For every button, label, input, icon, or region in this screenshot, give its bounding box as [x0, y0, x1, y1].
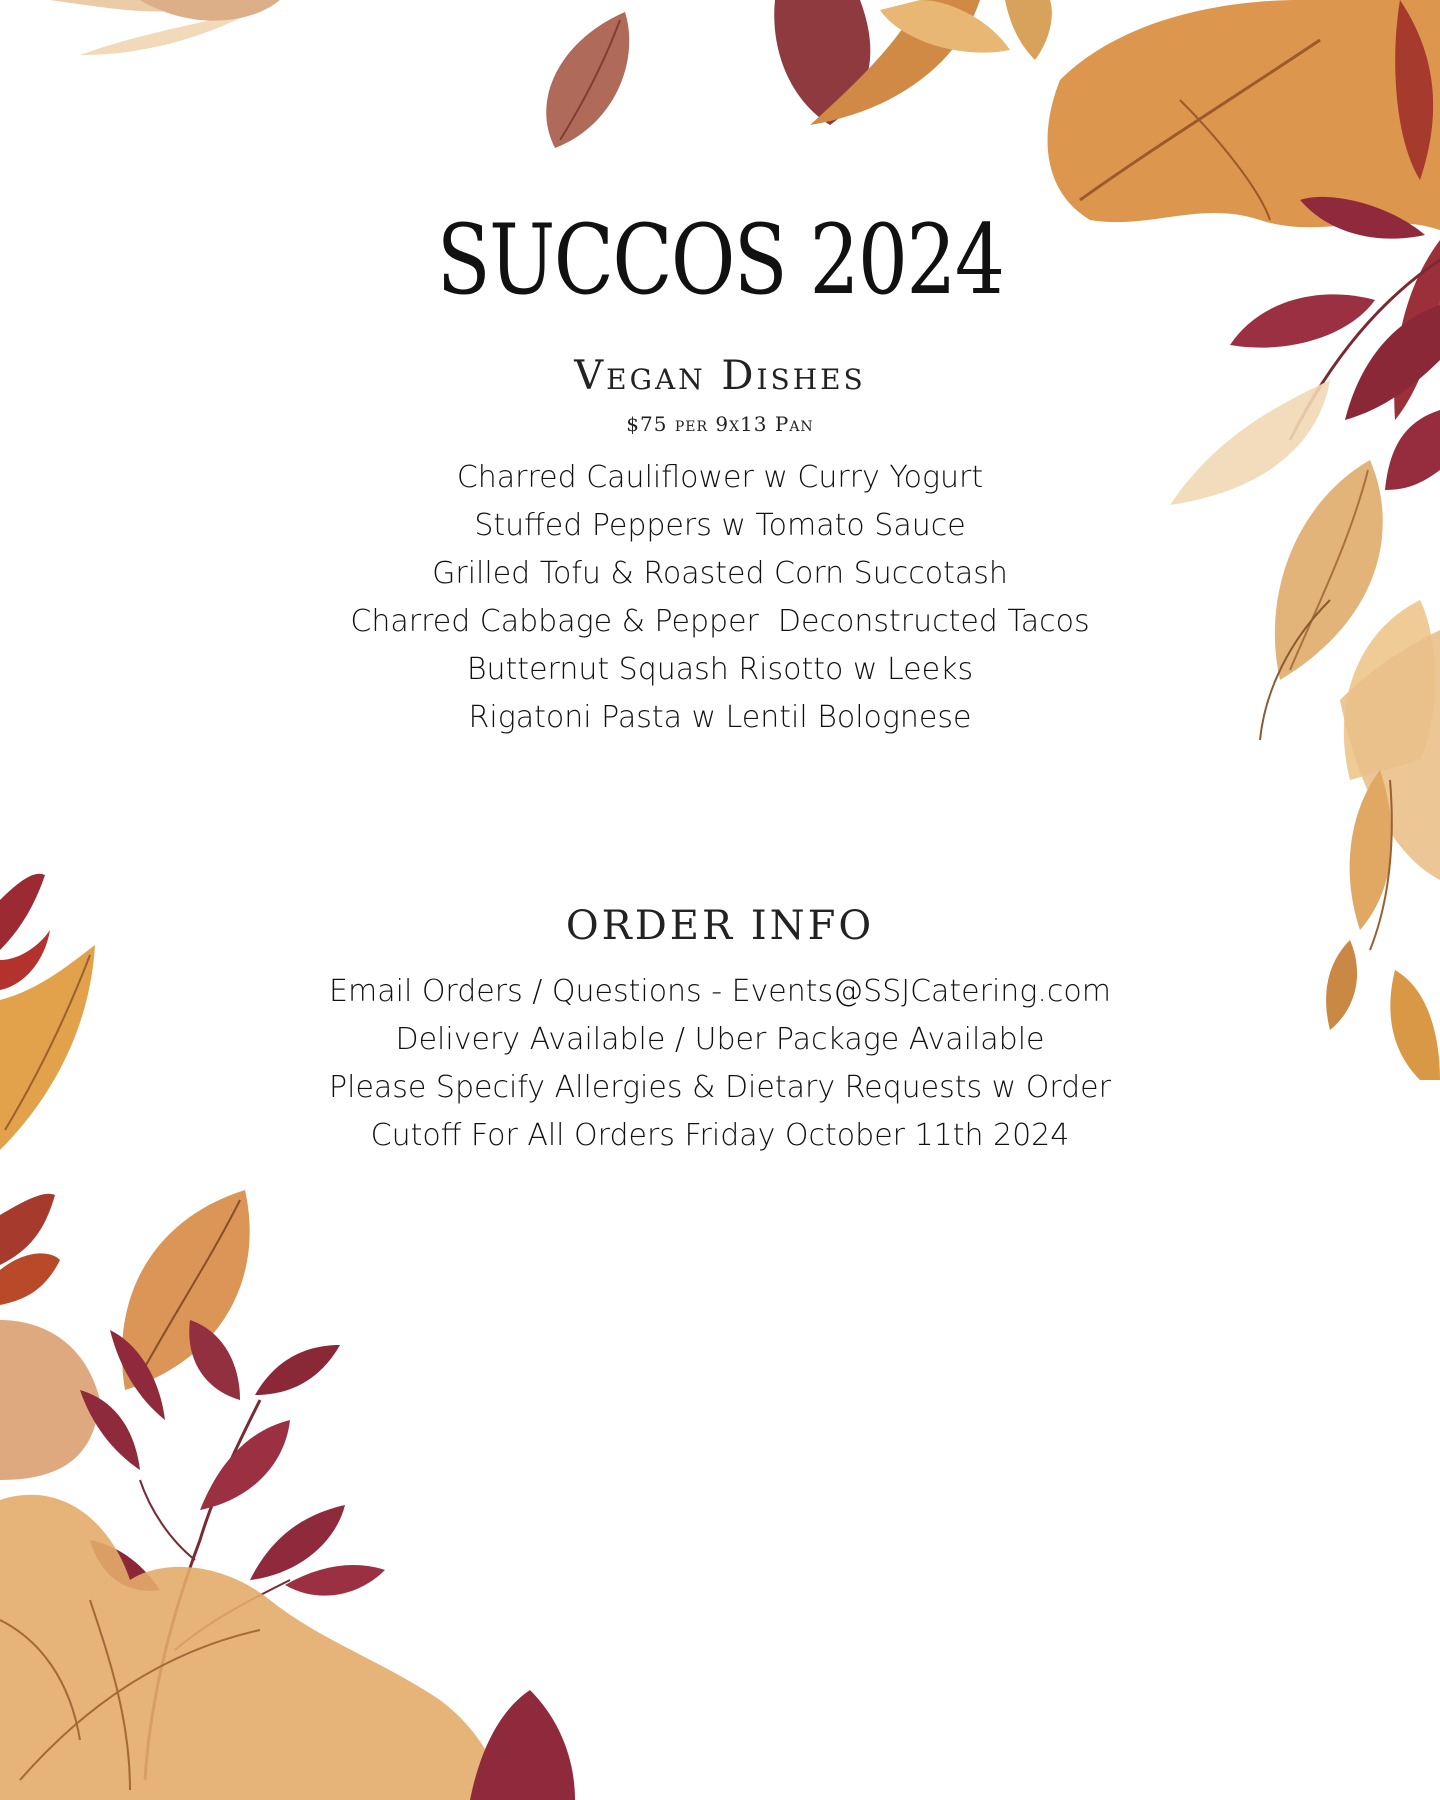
- dish-item: Rigatoni Pasta w Lentil Bolognese: [468, 700, 972, 735]
- order-info-line: Cutoff For All Orders Friday October 11th 2024: [370, 1118, 1070, 1153]
- dish-item: Charred Cabbage & Pepper Deconstructed Tacos: [350, 604, 1090, 639]
- dish-item: Butternut Squash Risotto w Leeks: [466, 652, 974, 687]
- price-subheading: $75 per 9x13 Pan: [626, 412, 814, 436]
- vegan-dishes-heading: Vegan Dishes: [574, 353, 866, 399]
- page-title: SUCCOS 2024: [436, 204, 1004, 316]
- dish-item: Stuffed Peppers w Tomato Sauce: [474, 508, 966, 543]
- top-left-leaves: [50, 0, 280, 55]
- dish-list: [0, 454, 1440, 742]
- order-info-line: Email Orders / Questions - Events@SSJCatering.com: [329, 974, 1111, 1009]
- order-info-line: Please Specify Allergies & Dietary Requests w Order: [329, 1070, 1111, 1105]
- dish-item: Grilled Tofu & Roasted Corn Succotash: [432, 556, 1008, 591]
- top-center-leaves: [546, 0, 1052, 148]
- dish-item: Charred Cauliflower w Curry Yogurt: [456, 460, 984, 495]
- bottom-left-leaves: [0, 1190, 575, 1800]
- order-info-list: [0, 968, 1440, 1160]
- order-info-line: Delivery Available / Uber Package Available: [395, 1022, 1045, 1057]
- order-info-heading: ORDER INFO: [565, 903, 875, 949]
